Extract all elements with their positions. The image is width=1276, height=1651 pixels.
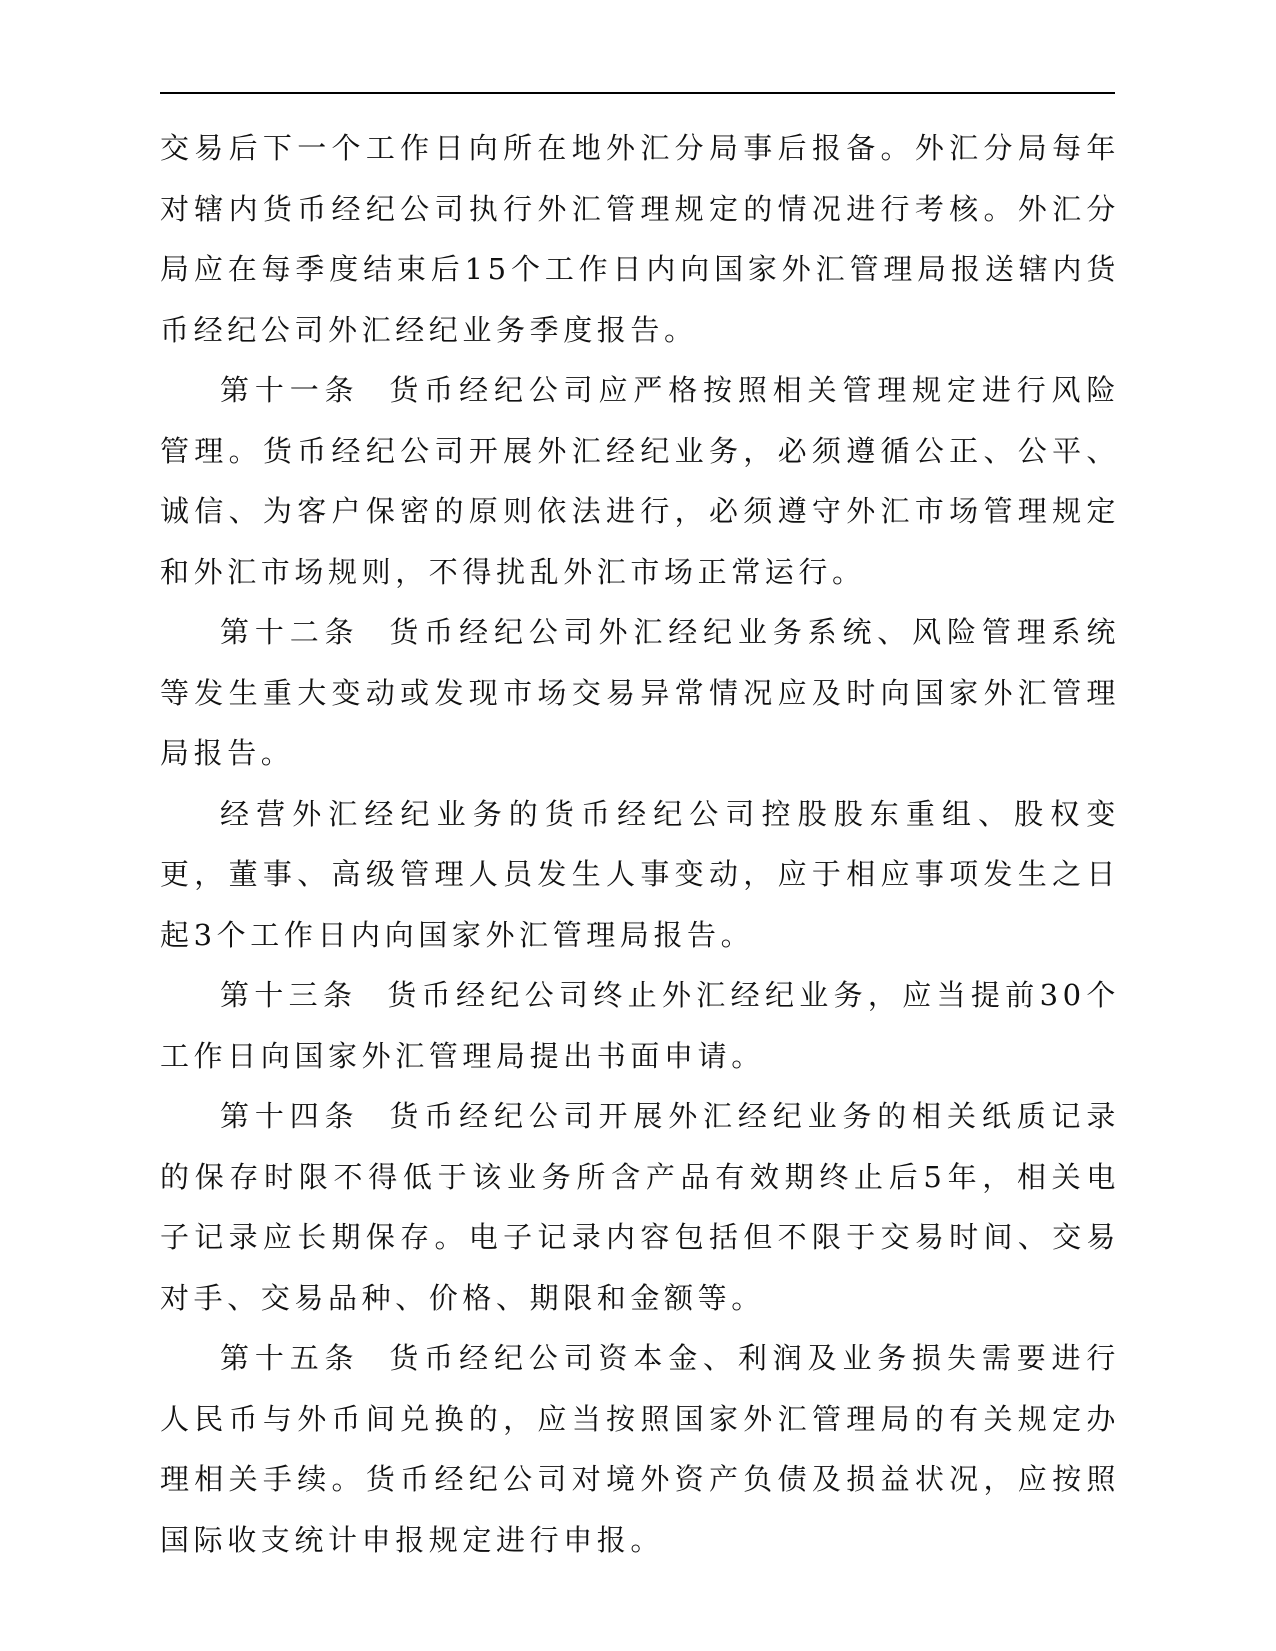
article-15 <box>160 1328 1120 1570</box>
paragraph-text: 货币经纪公司开展外汇经纪业务的相关纸质记录的保存时限不得低于该业务所含产品有效期终止后5年，相关电子记录应长期保存。电子记录内容包括但不限于交易时间、交易对手、交易品种、价格、期限和金额等。 <box>160 1099 1120 1315</box>
paragraph-text: 经营外汇经纪业务的货币经纪公司控股股东重组、股权变更，董事、高级管理人员发生人事变动，应于相应事项发生之日起3个工作日内向国家外汇管理局报告。 <box>160 796 1120 952</box>
article-number: 第十五条 <box>220 1341 360 1375</box>
paragraph-text: 交易后下一个工作日向所在地外汇分局事后报备。外汇分局每年对辖内货币经纪公司执行外汇管理规定的情况进行考核。外汇分局应在每季度结束后15个工作日内向国家外汇管理局报送辖内货币经纪公司外汇经纪业务季度报告。 <box>160 131 1120 347</box>
paragraph-text: 货币经纪公司终止外汇经纪业务，应当提前30个工作日向国家外汇管理局提出书面申请。 <box>160 978 1121 1073</box>
article-14 <box>160 1086 1120 1328</box>
header-rule <box>160 92 1115 94</box>
paragraph-text: 货币经纪公司外汇经纪业务系统、风险管理系统等发生重大变动或发现市场交易异常情况应及时向国家外汇管理局报告。 <box>160 615 1120 770</box>
article-13 <box>160 965 1120 1086</box>
article-number: 第十三条 <box>220 978 358 1012</box>
article-number: 第十四条 <box>220 1099 360 1133</box>
article-11 <box>160 360 1120 602</box>
paragraph-text: 货币经纪公司资本金、利润及业务损失需要进行人民币与外币间兑换的，应当按照国家外汇管理局的有关规定办理相关手续。货币经纪公司对境外资产负债及损益状况，应按照国际收支统计申报规定进行申报。 <box>160 1341 1120 1557</box>
article-12 <box>160 602 1120 784</box>
document-body <box>160 118 1120 1570</box>
article-12-clause-2 <box>160 784 1120 966</box>
article-number: 第十一条 <box>220 373 360 407</box>
paragraph-text: 货币经纪公司应严格按照相关管理规定进行风险管理。货币经纪公司开展外汇经纪业务，必须遵循公正、公平、诚信、为客户保密的原则依法进行，必须遵守外汇市场管理规定和外汇市场规则，不得扰乱外汇市场正常运行。 <box>160 373 1120 589</box>
article-number: 第十二条 <box>220 615 360 649</box>
paragraph-continuation <box>160 118 1120 360</box>
